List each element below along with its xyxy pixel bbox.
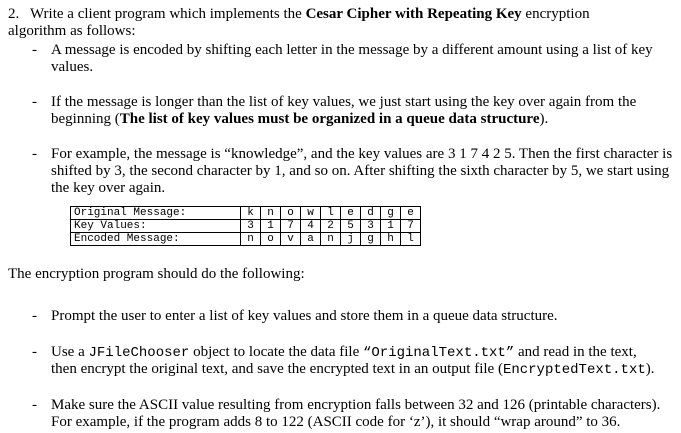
table-row [71, 220, 421, 233]
bullet-dash: - [32, 94, 37, 110]
table-cell: 3 [361, 220, 381, 233]
row-label: Original Message: [71, 207, 241, 220]
question-line-2: algorithm as follows: [8, 23, 136, 39]
original-file-code: “OriginalText.txt” [363, 345, 515, 361]
question-text-a: Write a client program which implements the [30, 6, 306, 22]
queue-requirement: The list of key values must be organized in a queue data structure [119, 111, 540, 127]
table-cell: 1 [261, 220, 281, 233]
question-number: 2. [8, 6, 20, 22]
req-2-text-c: and read in the text, [514, 344, 637, 360]
row-label: Encoded Message: [71, 233, 241, 246]
bullet-1-line-2: values. [51, 59, 94, 75]
bullet-3-line-1: For example, the message is “knowledge”, and the key values are 3 1 7 4 2 5. Then the first character is [51, 146, 673, 162]
table-cell: o [281, 207, 301, 220]
requirement-3-line-1: Make sure the ASCII value resulting from encryption falls between 32 and 126 (printable characters). [51, 397, 661, 413]
jfilechooser-code: JFileChooser [88, 345, 190, 361]
req-2-text-b: object to locate the data file [189, 344, 363, 360]
requirements-intro: The encryption program should do the following: [8, 266, 305, 282]
table-cell: g [381, 207, 401, 220]
bullet-3-line-3: the key over again. [51, 180, 166, 196]
cipher-example-table [70, 206, 421, 246]
bullet-2-text-c: ). [539, 111, 549, 127]
table-cell: n [261, 207, 281, 220]
table-cell: d [361, 207, 381, 220]
bullet-dash: - [32, 397, 37, 413]
bullet-2-text-a: beginning ( [51, 111, 120, 127]
table-row [71, 207, 421, 220]
requirement-2-line-1 [51, 344, 637, 362]
table-cell: o [261, 233, 281, 246]
table-cell: 7 [281, 220, 301, 233]
bullet-dash: - [32, 308, 37, 324]
table-cell: e [401, 207, 421, 220]
bullet-dash: - [32, 42, 37, 58]
table-cell: 3 [241, 220, 261, 233]
table-cell: k [241, 207, 261, 220]
requirement-1: Prompt the user to enter a list of key values and store them in a queue data structure. [51, 308, 558, 324]
bullet-3-line-2: shifted by 3, the second character by 1, and so on. After shifting the sixth character by 5, we start using [51, 163, 670, 179]
table-cell: n [321, 233, 341, 246]
table-cell: 5 [341, 220, 361, 233]
table-row [71, 233, 421, 246]
row-label: Key Values: [71, 220, 241, 233]
table-cell: h [381, 233, 401, 246]
table-cell: g [361, 233, 381, 246]
table-cell: n [241, 233, 261, 246]
req-2-text-e: ). [645, 361, 655, 377]
table-cell: j [341, 233, 361, 246]
table-cell: e [341, 207, 361, 220]
requirement-3-line-2: For example, if the program adds 8 to 122 (ASCII code for ‘z’), it should “wrap around” to 36. [51, 414, 621, 430]
table-cell: l [321, 207, 341, 220]
table-cell: 7 [401, 220, 421, 233]
req-2-text-d: then encrypt the original text, and save the encrypted text in an output file ( [51, 361, 503, 377]
encrypted-file-code: EncryptedText.txt [502, 362, 646, 378]
req-2-text-a: Use a [51, 344, 89, 360]
bullet-2-line-2 [51, 111, 548, 128]
table-cell: 2 [321, 220, 341, 233]
table-cell: a [301, 233, 321, 246]
table-cell: 4 [301, 220, 321, 233]
question-line-1 [30, 6, 590, 23]
cipher-name: Cesar Cipher with Repeating Key [305, 6, 522, 22]
table-cell: l [401, 233, 421, 246]
table-cell: v [281, 233, 301, 246]
bullet-1-line-1: A message is encoded by shifting each letter in the message by a different amount using a list of key [51, 42, 653, 58]
requirement-2-line-2 [51, 361, 655, 379]
question-text-c: encryption [521, 6, 590, 22]
table-cell: 1 [381, 220, 401, 233]
bullet-2-line-1: If the message is longer than the list of key values, we just start using the key over again from the [51, 94, 637, 110]
bullet-dash: - [32, 344, 37, 360]
table-cell: w [301, 207, 321, 220]
bullet-dash: - [32, 146, 37, 162]
